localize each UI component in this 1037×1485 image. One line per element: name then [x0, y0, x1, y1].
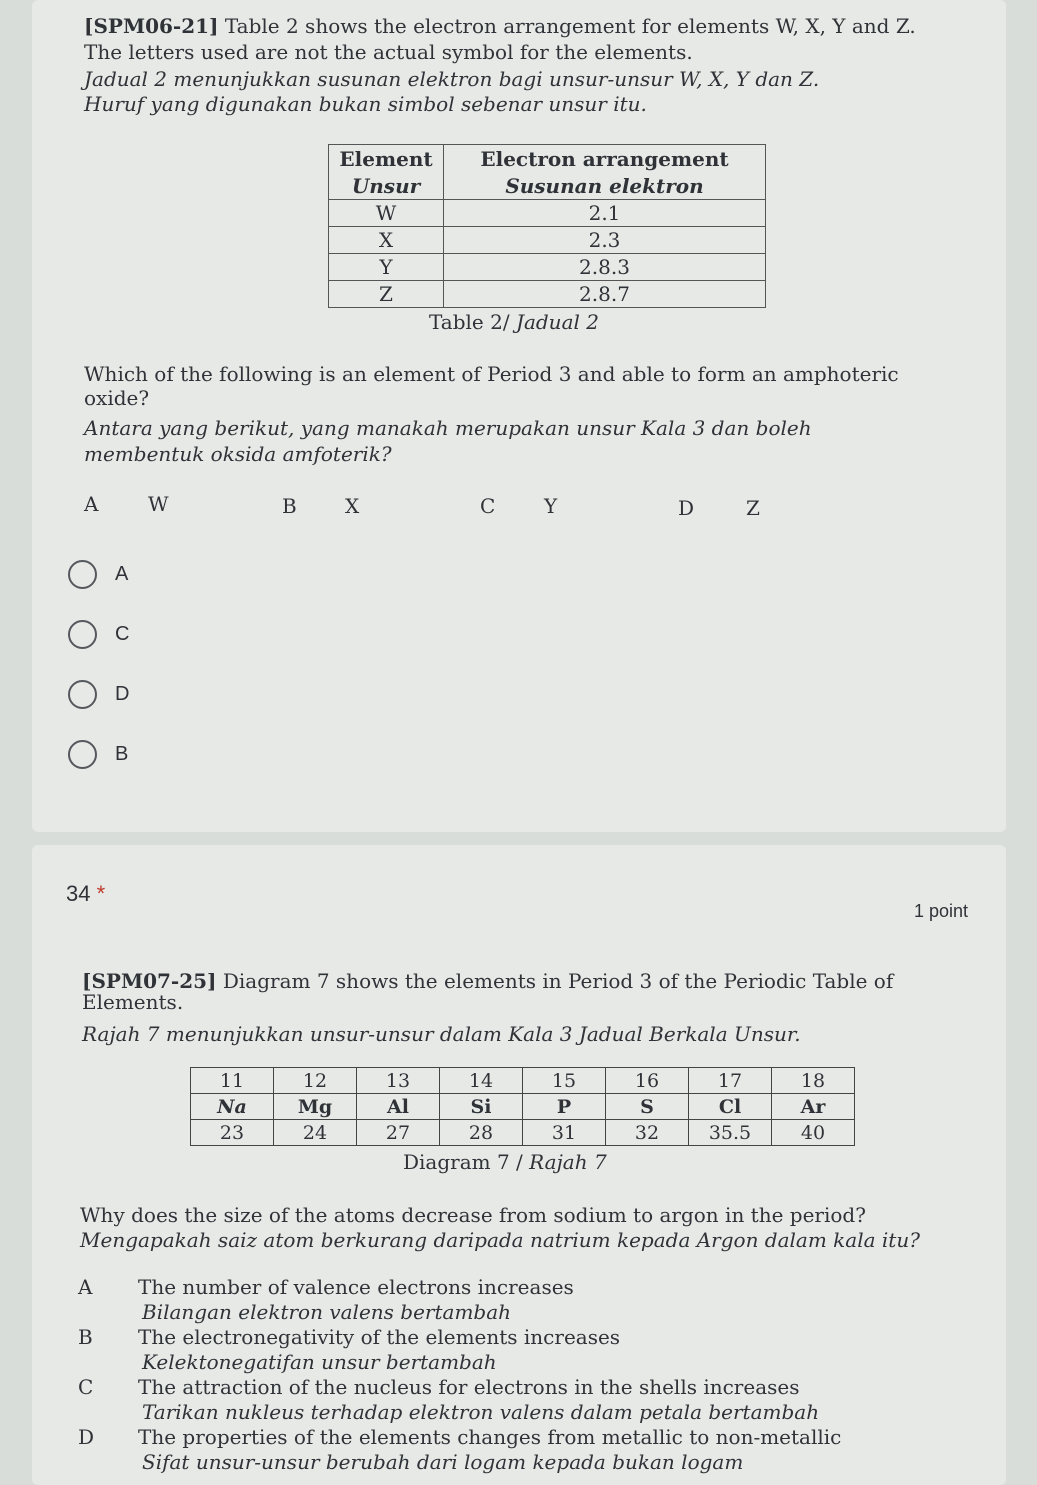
- option-letter: C: [78, 1375, 94, 1399]
- diagram-7-cell: 18: [772, 1068, 855, 1094]
- table-2-cell: W: [329, 200, 444, 227]
- diagram-7-cell: S: [606, 1094, 689, 1120]
- table-2-cell: Y: [329, 254, 444, 281]
- option-text-en: The number of valence electrons increases: [138, 1275, 574, 1299]
- option-text-en: The properties of the elements changes from metallic to non-metallic: [138, 1425, 842, 1449]
- question-number-text: 34: [66, 881, 91, 906]
- diagram-7-cell: 35.5: [689, 1120, 772, 1146]
- diagram-7-cell: 40: [772, 1120, 855, 1146]
- choice-letter-c: C: [480, 494, 496, 518]
- table-2-header-susunan: Susunan elektron: [444, 172, 766, 200]
- q34-option-d-ms: Sifat unsur-unsur berubah dari logam kepada bukan logam: [142, 1450, 744, 1474]
- diagram-7-cell: Na: [191, 1094, 274, 1120]
- q34-option-d: [78, 1425, 841, 1449]
- diagram-7-cell: 12: [274, 1068, 357, 1094]
- diagram-7-cell: 24: [274, 1120, 357, 1146]
- diagram-7-symbol-row: [191, 1094, 855, 1120]
- diagram-7-nucleon-row: [191, 1120, 855, 1146]
- table-2-caption-ms: Jadual 2: [515, 310, 599, 334]
- table-2: [328, 144, 766, 308]
- radio-button[interactable]: [68, 620, 97, 649]
- diagram-7-cell: Si: [440, 1094, 523, 1120]
- q33-intro-ms-line2: Huruf yang digunakan bukan simbol sebenar unsur itu.: [84, 92, 647, 116]
- table-2-header-arrangement: Electron arrangement: [444, 145, 766, 173]
- q33-question-ms-line1: Antara yang berikut, yang manakah merupakan unsur Kala 3 dan boleh: [84, 416, 812, 440]
- diagram-7-proton-row: [191, 1068, 855, 1094]
- diagram-7-caption-ms: Rajah 7: [529, 1150, 607, 1174]
- diagram-7-cell: 27: [357, 1120, 440, 1146]
- table-2-cell: 2.3: [444, 227, 766, 254]
- q34-option-b: [78, 1325, 620, 1349]
- q34-option-c-ms: Tarikan nukleus terhadap elektron valens dalam petala bertambah: [142, 1400, 820, 1424]
- radio-option-c[interactable]: [68, 617, 129, 651]
- radio-button[interactable]: [68, 740, 97, 769]
- table-2-cell: Z: [329, 281, 444, 308]
- choice-letter-b: B: [282, 494, 297, 518]
- q34-question-ms: Mengapakah saiz atom berkurang daripada natrium kepada Argon dalam kala itu?: [80, 1228, 920, 1252]
- question-34-card: [32, 845, 1006, 1485]
- question-number: [66, 881, 105, 907]
- diagram-7-cell: 17: [689, 1068, 772, 1094]
- radio-label: A: [115, 562, 129, 585]
- diagram-7-cell: Ar: [772, 1094, 855, 1120]
- radio-button[interactable]: [68, 560, 97, 589]
- q33-question-ms-line2: membentuk oksida amfoterik?: [84, 442, 392, 466]
- option-text-en: The attraction of the nucleus for electrons in the shells increases: [138, 1375, 800, 1399]
- radio-option-d[interactable]: [68, 677, 129, 711]
- option-text-en: The electronegativity of the elements increases: [138, 1325, 621, 1349]
- diagram-7-cell: Mg: [274, 1094, 357, 1120]
- table-2-header-element: Element: [329, 145, 444, 173]
- q33-source-code: [SPM06-21]: [84, 14, 219, 38]
- diagram-7-cell: 28: [440, 1120, 523, 1146]
- radio-label: C: [115, 622, 130, 645]
- diagram-7-cell: P: [523, 1094, 606, 1120]
- choice-letter-d: D: [678, 496, 695, 520]
- question-33-card: [32, 0, 1006, 832]
- diagram-7-cell: 31: [523, 1120, 606, 1146]
- diagram-7-cell: Al: [357, 1094, 440, 1120]
- diagram-7-cell: 16: [606, 1068, 689, 1094]
- radio-button[interactable]: [68, 680, 97, 709]
- q33-question-en-line2: oxide?: [84, 386, 150, 410]
- table-2-header-unsur: Unsur: [329, 172, 444, 200]
- q33-intro-en-line1-text: Table 2 shows the electron arrangement for elements W, X, Y and Z.: [218, 14, 916, 38]
- q34-intro-en-line1: [82, 969, 893, 994]
- radio-label: D: [115, 682, 130, 705]
- diagram-7-cell: 14: [440, 1068, 523, 1094]
- q33-question-en-line1: Which of the following is an element of Period 3 and able to form an amphoteric: [84, 362, 899, 386]
- table-2-cell: X: [329, 227, 444, 254]
- q34-source-code: [SPM07-25]: [82, 969, 217, 993]
- choice-value-b: X: [345, 494, 360, 518]
- radio-option-b[interactable]: [68, 737, 128, 771]
- q33-intro-ms-line1: Jadual 2 menunjukkan susunan elektron bagi unsur-unsur W, X, Y dan Z.: [84, 67, 820, 91]
- diagram-7-caption: [403, 1150, 607, 1175]
- choice-letter-a: A: [84, 492, 99, 516]
- table-2-cell: 2.8.7: [444, 281, 766, 308]
- q34-option-c: [78, 1375, 800, 1399]
- diagram-7-cell: 23: [191, 1120, 274, 1146]
- diagram-7-cell: 32: [606, 1120, 689, 1146]
- diagram-7-cell: 15: [523, 1068, 606, 1094]
- diagram-7-cell: 11: [191, 1068, 274, 1094]
- q34-option-a-ms: Bilangan elektron valens bertambah: [142, 1300, 512, 1324]
- choice-value-a: W: [148, 492, 169, 516]
- q33-intro-en-line1: [84, 14, 916, 39]
- diagram-7-cell: 13: [357, 1068, 440, 1094]
- points-label: 1 point: [913, 901, 968, 921]
- choice-value-c: Y: [544, 494, 558, 518]
- required-asterisk: *: [96, 881, 106, 906]
- radio-option-a[interactable]: [68, 557, 128, 591]
- option-letter: B: [78, 1325, 93, 1349]
- q34-option-b-ms: Kelektonegatifan unsur bertambah: [142, 1350, 497, 1374]
- option-letter: D: [78, 1425, 95, 1449]
- table-2-cell: 2.8.3: [444, 254, 766, 281]
- diagram-7-caption-en: Diagram 7 /: [403, 1150, 523, 1174]
- table-2-caption: [429, 310, 599, 335]
- choice-value-d: Z: [746, 496, 760, 520]
- table-2-cell: 2.1: [444, 200, 766, 227]
- option-letter: A: [78, 1275, 93, 1299]
- q34-option-a: [78, 1275, 574, 1299]
- q34-intro-ms: Rajah 7 menunjukkan unsur-unsur dalam Kala 3 Jadual Berkala Unsur.: [82, 1022, 801, 1046]
- q33-intro-en-line2: The letters used are not the actual symbol for the elements.: [84, 40, 693, 64]
- radio-label: B: [115, 742, 129, 765]
- q34-intro-en-line1-text: Diagram 7 shows the elements in Period 3 of the Periodic Table of: [216, 969, 894, 993]
- q34-question-en: Why does the size of the atoms decrease from sodium to argon in the period?: [80, 1203, 866, 1227]
- diagram-7-cell: Cl: [689, 1094, 772, 1120]
- diagram-7: [190, 1067, 855, 1146]
- q34-intro-en-line2: Elements.: [82, 990, 184, 1014]
- table-2-caption-en: Table 2/: [429, 310, 510, 334]
